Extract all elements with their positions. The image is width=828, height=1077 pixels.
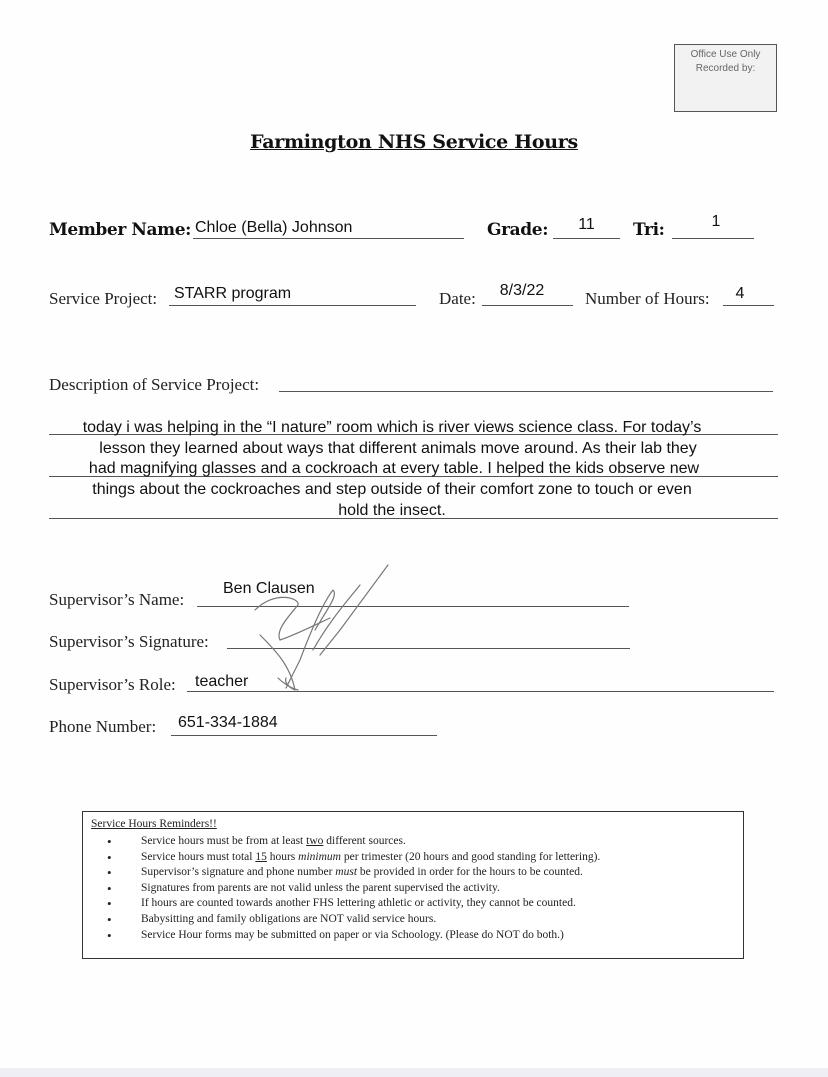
- description-text-line: hold the insect.: [338, 502, 446, 519]
- service-project-label: Service Project:: [49, 289, 158, 308]
- reminder-item: • Service Hour forms may be submitted on paper or via Schoology. (Please do NOT do both.): [83, 928, 600, 944]
- date-label: Date:: [439, 289, 476, 308]
- description-text-line: had magnifying glasses and a cockroach at every table. I helped the kids observe new: [88, 460, 700, 477]
- phone-number-field[interactable]: 651-334-1884: [178, 714, 278, 731]
- reminder-item: • Service hours must be from at least two different sources.: [83, 834, 600, 850]
- description-text-line: things about the cockroaches and step outside of their comfort zone to touch or even: [92, 481, 692, 498]
- supervisor-role-field[interactable]: teacher: [195, 673, 249, 690]
- phone-number-line: [171, 735, 437, 736]
- recorded-by-label: Recorded by:: [695, 63, 756, 74]
- member-name-field[interactable]: Chloe (Bella) Johnson: [195, 219, 353, 236]
- grade-field[interactable]: 11: [578, 216, 595, 233]
- tri-field[interactable]: 1: [711, 213, 721, 230]
- office-use-box: [674, 44, 777, 112]
- description-line: [279, 391, 773, 392]
- supervisor-name-field[interactable]: Ben Clausen: [223, 580, 315, 597]
- member-name-line: [193, 238, 464, 239]
- hours-field[interactable]: 4: [735, 285, 745, 302]
- office-use-label: Office Use Only: [690, 49, 761, 60]
- supervisor-role-line: [187, 691, 774, 692]
- reminders-box: [82, 811, 744, 959]
- reminder-item: • Service hours must total 15 hours minimum per trimester (20 hours and good standing for lettering).: [83, 850, 600, 866]
- description-label: Description of Service Project:: [49, 375, 260, 394]
- reminder-item: • Babysitting and family obligations are NOT valid service hours.: [83, 912, 600, 928]
- date-field[interactable]: 8/3/22: [499, 282, 545, 299]
- supervisor-signature-line[interactable]: [227, 648, 630, 649]
- hours-line: [723, 305, 774, 306]
- hours-label: Number of Hours:: [585, 289, 710, 308]
- reminder-item: • Supervisor’s signature and phone number must be provided in order for the hours to be counted.: [83, 865, 600, 881]
- reminders-list: [83, 834, 600, 943]
- reminder-item: • Signatures from parents are not valid unless the parent supervised the activity.: [83, 881, 600, 897]
- supervisor-name-label: Supervisor’s Name:: [49, 590, 185, 609]
- service-project-line: [169, 305, 416, 306]
- reminders-title: Service Hours Reminders!!: [91, 818, 217, 830]
- phone-number-label: Phone Number:: [49, 717, 157, 736]
- reminder-item: • If hours are counted towards another FHS lettering athletic or activity, they cannot be counted.: [83, 896, 600, 912]
- date-line: [482, 305, 573, 306]
- service-project-field[interactable]: STARR program: [174, 285, 292, 302]
- grade-label: Grade:: [487, 220, 549, 240]
- viewer-bottom-bar: [0, 1068, 828, 1077]
- tri-line: [672, 238, 754, 239]
- member-name-label: Member Name:: [49, 220, 192, 240]
- grade-line: [553, 238, 620, 239]
- supervisor-role-label: Supervisor’s Role:: [49, 675, 176, 694]
- description-text-line: today i was helping in the “I nature” room which is river views science class. For today’s: [82, 419, 702, 436]
- supervisor-signature-label: Supervisor’s Signature:: [49, 632, 209, 651]
- supervisor-name-line: [197, 606, 629, 607]
- description-text-line: lesson they learned about ways that different animals move around. As their lab they: [99, 440, 697, 457]
- tri-label: Tri:: [633, 220, 665, 240]
- form-title: Farmington NHS Service Hours: [250, 131, 578, 153]
